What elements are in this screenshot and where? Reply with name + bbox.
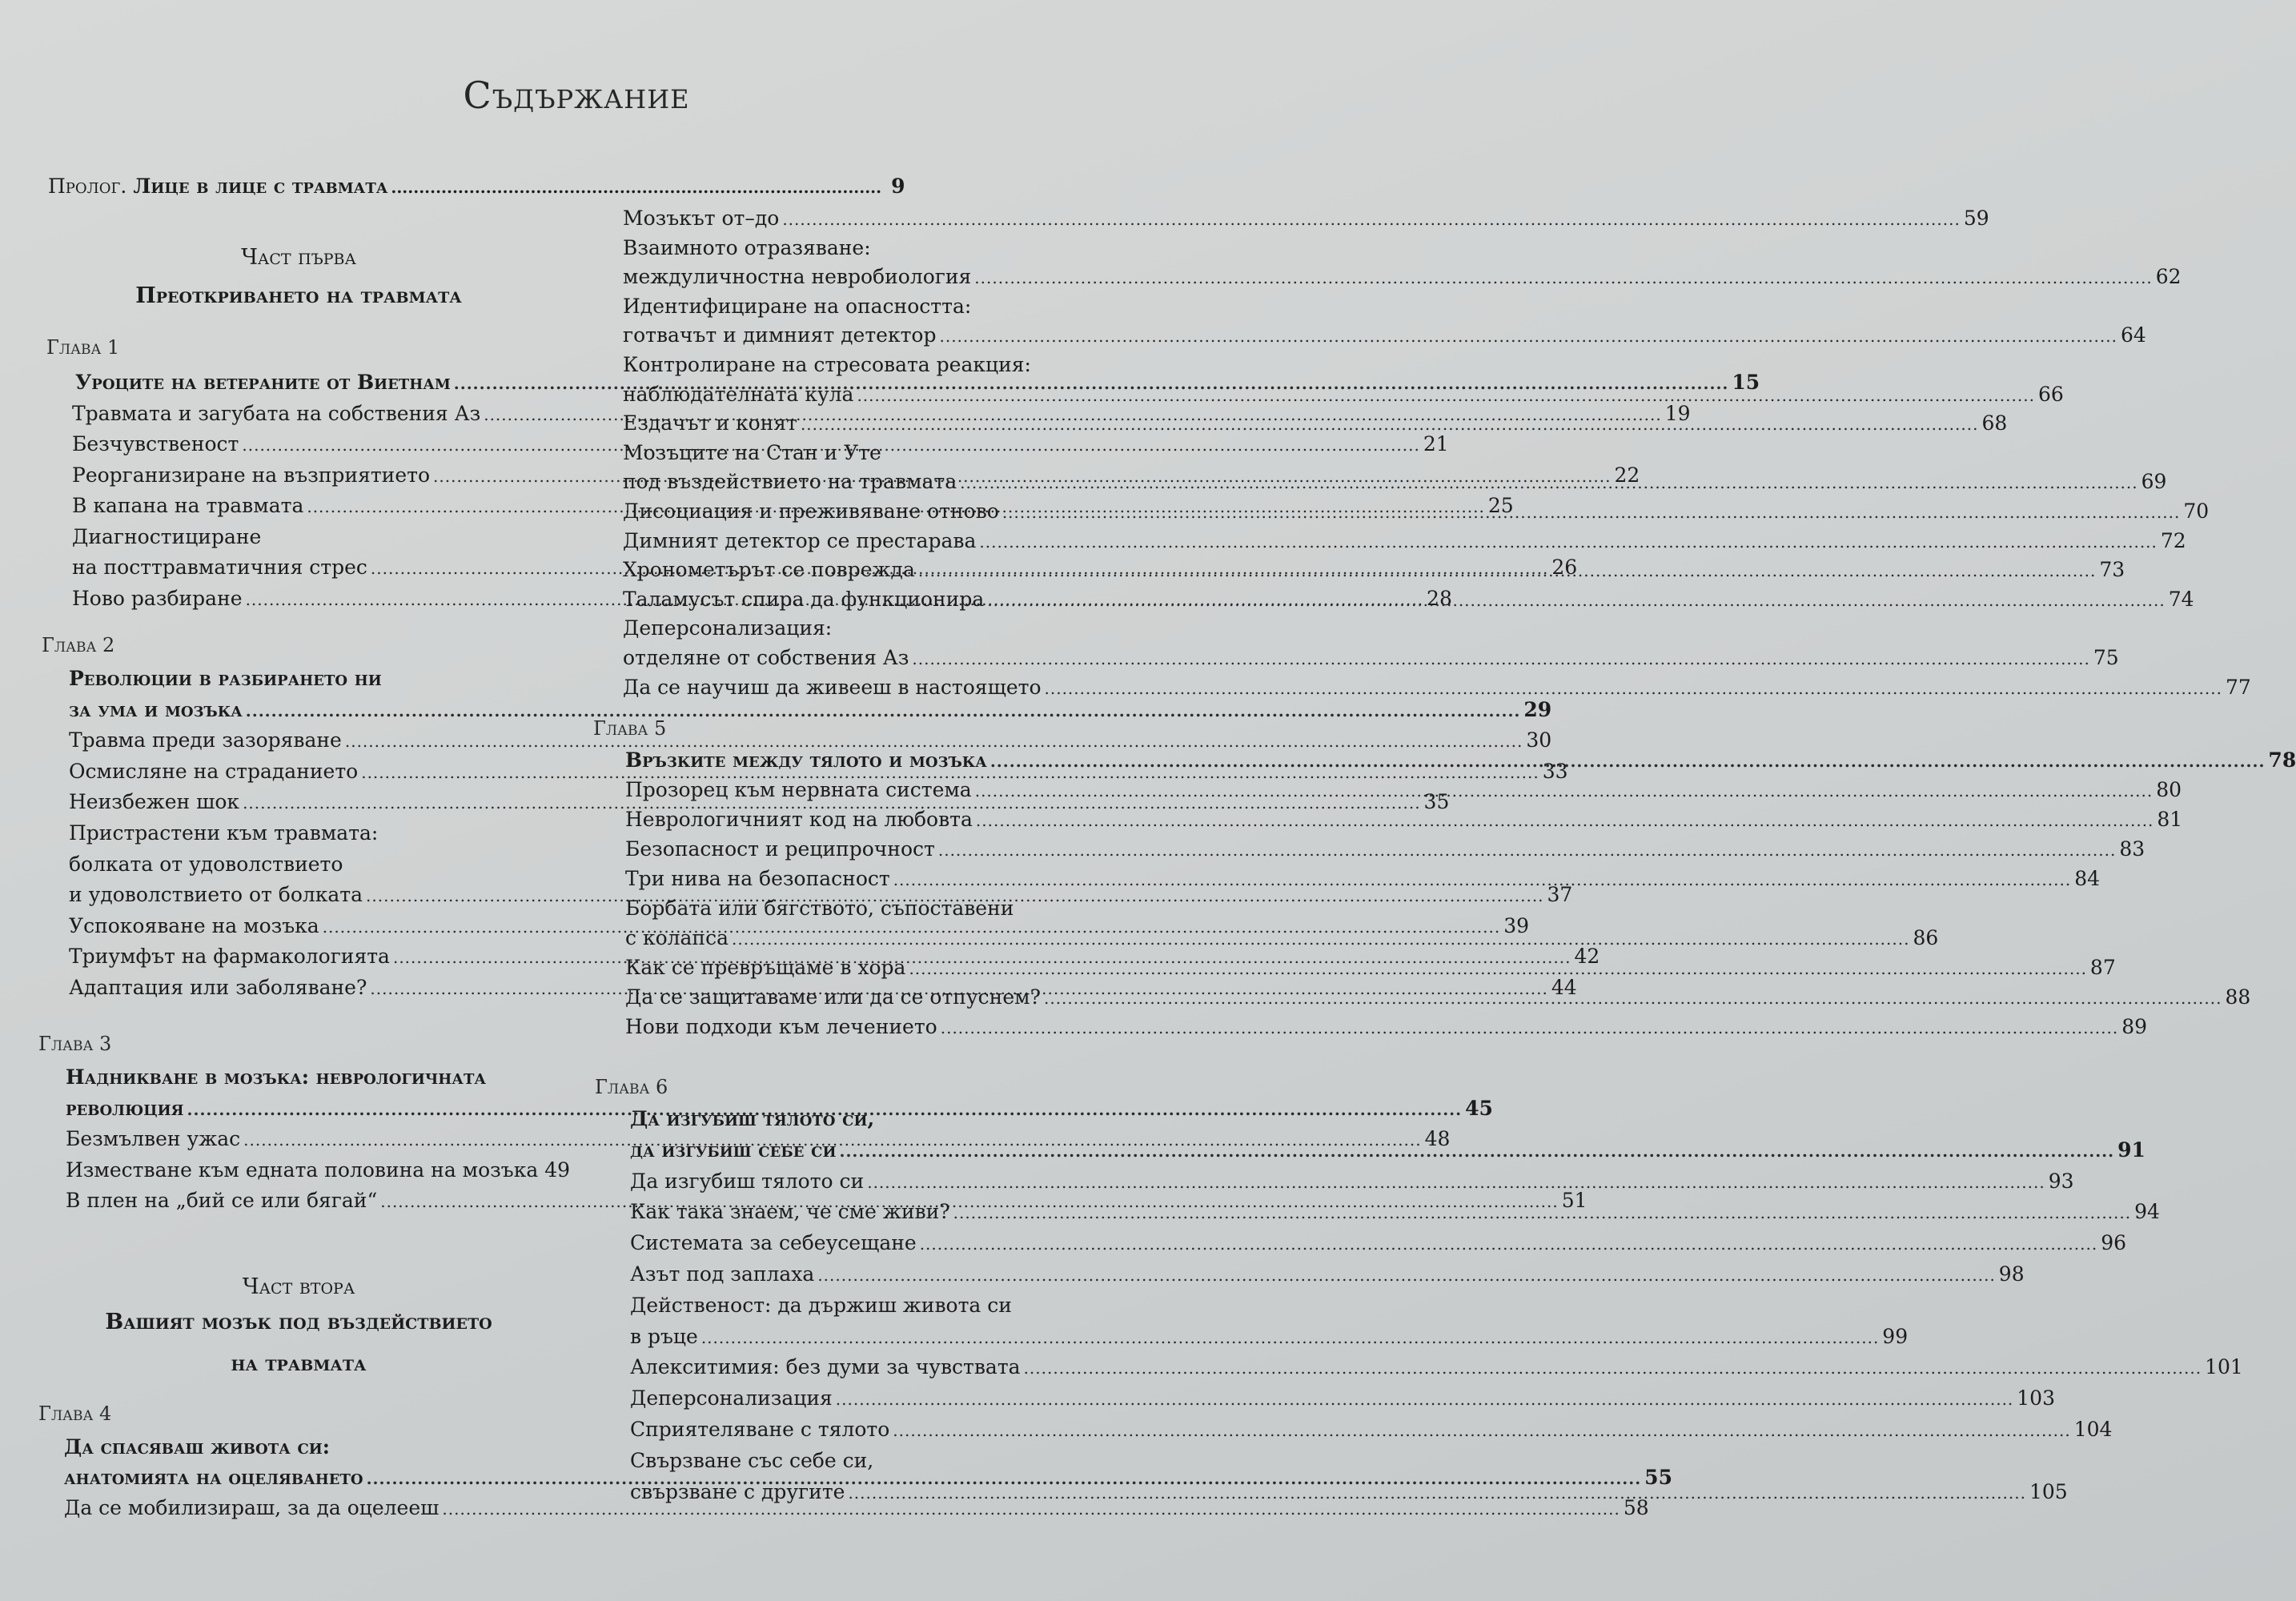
entry-title: и удоволствието от болката — [69, 883, 363, 907]
part-one-label: Част първа — [241, 245, 356, 270]
page-number: 25 — [1487, 494, 1514, 517]
page-number: 64 — [2120, 323, 2146, 347]
leader-dots — [974, 263, 2152, 292]
leader-dots — [939, 322, 2117, 351]
toc-entry: Свързване със себе си, — [630, 1448, 874, 1472]
page-number: 62 — [2155, 265, 2182, 289]
toc-entry: Идентифициране на опасността: — [623, 294, 972, 318]
entry-title: Безопасност и реципрочност — [625, 837, 935, 861]
leader-dots — [840, 1137, 2115, 1166]
page-number: 77 — [2225, 675, 2251, 699]
page-number: 33 — [1542, 759, 1568, 783]
page-number: 84 — [2074, 867, 2100, 890]
page-number: 99 — [1882, 1324, 1909, 1348]
entry-title: В капана на травмата — [72, 494, 304, 517]
page-number: 69 — [2141, 470, 2167, 494]
entry-title: Ново разбиране — [72, 586, 243, 610]
leader-dots — [1045, 674, 2222, 703]
leader-dots — [979, 528, 2157, 556]
entry-title: Да се научиш да живееш в настоящето — [623, 675, 1042, 699]
toc-prologue[interactable] — [48, 175, 905, 198]
entry-title: Хронометърът се поврежда — [623, 558, 915, 582]
page-number: 89 — [2121, 1015, 2148, 1038]
page-number: 35 — [1423, 790, 1450, 814]
leader-dots — [920, 1230, 2097, 1258]
entry-title: анатомията на оцеляването — [64, 1466, 363, 1489]
page-number: 39 — [1503, 913, 1529, 937]
page-number: 80 — [2156, 778, 2182, 801]
leader-dots — [975, 776, 2153, 805]
page-number: 73 — [2099, 558, 2125, 582]
chapter-2-label: Глава 2 — [42, 634, 115, 656]
leader-dots — [990, 747, 2266, 776]
leader-dots — [953, 1198, 2131, 1227]
page-number: 75 — [2093, 646, 2119, 669]
toc-entry[interactable] — [623, 644, 2119, 673]
prologue-label: Пролог. — [48, 175, 127, 198]
page-number: 49 — [544, 1158, 571, 1182]
toc-entry[interactable] — [625, 1013, 2148, 1042]
page-number: 88 — [2225, 985, 2251, 1009]
leader-dots — [1024, 1354, 2202, 1382]
toc-entry[interactable] — [623, 204, 1989, 234]
leader-dots — [782, 205, 1960, 234]
page-number: 105 — [2029, 1479, 2068, 1503]
leader-dots — [893, 865, 2071, 894]
chapter-6-label: Глава 6 — [595, 1076, 668, 1098]
entry-title: да изгубиш себе си — [630, 1138, 837, 1162]
entry-title: Таламусът спира да функционира — [623, 587, 985, 611]
entry-title: Прозорец към нервната система — [625, 778, 972, 801]
leader-dots — [909, 954, 2086, 983]
entry-title: В плен на „бий се или бягай“ — [66, 1189, 378, 1212]
chapter-5-label: Глава 5 — [593, 717, 667, 740]
entry-title: свързване с другите — [630, 1479, 845, 1503]
leader-dots — [1044, 984, 2222, 1013]
chapter-3-label: Глава 3 — [38, 1033, 112, 1055]
entry-title: на посттравматичния стрес — [72, 556, 367, 579]
chapter-title-line1: Да изгубиш тялото си, — [630, 1107, 875, 1130]
part-two-title-line2: на травмата — [231, 1351, 367, 1376]
toc-entry[interactable] — [630, 1260, 2025, 1290]
leader-dots — [960, 468, 2137, 497]
page-number: 81 — [2157, 808, 2183, 831]
entry-title: Безчувственост — [72, 432, 239, 455]
entry-title: Безмълвен ужас — [66, 1127, 241, 1150]
entry-title: наблюдателната кула — [623, 382, 854, 406]
entry-title: междуличностна невробиология — [623, 265, 972, 289]
leader-dots — [857, 381, 2034, 410]
entry-title: Дисоциация и преживяване отново — [623, 500, 999, 523]
page-title: Съдържание — [463, 74, 690, 117]
toc-entry: Контролиране на стресовата реакция: — [623, 353, 1031, 376]
toc-entry[interactable] — [64, 1494, 1649, 1523]
toc-entry[interactable] — [630, 1478, 2068, 1507]
entry-title: Мозъкът от–до — [623, 207, 780, 230]
page-number: 44 — [1551, 976, 1577, 999]
part-two-label: Част втора — [242, 1274, 355, 1299]
leader-dots — [817, 1261, 1995, 1290]
page-number: 19 — [1664, 401, 1691, 425]
leader-dots — [732, 925, 1909, 953]
toc-entry: Борбата или бягството, съпоставени — [625, 897, 1014, 920]
entry-title: Изместване към едната половина на мозъка — [66, 1158, 539, 1182]
toc-entry: Действеност: да държиш живота си — [630, 1293, 1012, 1317]
page-number: 21 — [1423, 432, 1449, 455]
entry-title: Успокояване на мозъка — [69, 913, 319, 937]
entry-title: Осмисляне на страданието — [69, 759, 359, 783]
entry-title: Да се защитаваме или да се отпуснем? — [625, 985, 1041, 1009]
page-number: 66 — [2037, 382, 2064, 406]
page-number: 58 — [1623, 1496, 1649, 1519]
chapter-4-label: Глава 4 — [38, 1402, 112, 1425]
page-number: 70 — [2183, 500, 2210, 523]
entry-title: Да се мобилизираш, за да оцелееш — [64, 1496, 440, 1519]
chapter-title-line1: Революции в разбирането ни — [69, 667, 382, 690]
entry-title: отделяне от собствения Аз — [623, 646, 909, 669]
toc-entry[interactable] — [630, 1167, 2074, 1197]
leader-dots — [912, 644, 2089, 673]
chapter-title-line1: Надникване в мозъка: неврологичната — [66, 1065, 487, 1089]
leader-dots — [701, 1323, 1879, 1352]
toc-entry[interactable] — [623, 263, 2182, 292]
entry-title: Травма преди зазоряване — [69, 728, 342, 752]
toc-entry[interactable] — [630, 1322, 1909, 1352]
entry-title: Травмата и загубата на собствения Аз — [72, 401, 481, 425]
entry-title: революция — [66, 1096, 184, 1120]
entry-title: в ръце — [630, 1324, 698, 1348]
entry-title: Триумфът на фармакологията — [69, 945, 390, 969]
page-number: 55 — [1644, 1466, 1672, 1489]
leader-dots — [1002, 498, 2180, 527]
toc-entry[interactable] — [630, 1353, 2243, 1382]
toc-entry[interactable] — [623, 321, 2146, 351]
entry-title: Неврологичният код на любовта — [625, 808, 973, 831]
page-number: 37 — [1547, 883, 1573, 907]
leader-dots — [836, 1385, 2013, 1414]
toc-entry: Деперсонализация: — [623, 616, 833, 640]
page-number: 103 — [2017, 1386, 2055, 1410]
entry-title: Три нива на безопасност — [625, 867, 890, 890]
page-number: 45 — [1465, 1096, 1493, 1120]
page-number: 30 — [1526, 728, 1552, 752]
page-number: 83 — [2119, 837, 2145, 861]
entry-title: Уроците на ветераните от Виетнам — [75, 371, 451, 394]
toc-entry[interactable] — [66, 1156, 571, 1186]
prologue-title: Лице в лице с травмата — [133, 175, 388, 198]
entry-title: Как така знаем, че сме живи? — [630, 1200, 950, 1224]
page-number: 48 — [1424, 1127, 1451, 1150]
entry-title: Алекситимия: без думи за чувствата — [630, 1355, 1021, 1379]
entry-title: с колапса — [625, 926, 729, 949]
toc-entry: Взаимното отразяване: — [623, 235, 871, 259]
toc-entry: Пристрастени към травмата: — [69, 821, 379, 845]
entry-title: Реорганизиране на възприятието — [72, 463, 431, 487]
entry-title: Сприятеляване с тялото — [630, 1418, 890, 1441]
entry-title: готвачът и димният детектор — [623, 323, 937, 347]
page-number: 15 — [1732, 371, 1760, 394]
page-number: 91 — [2117, 1138, 2145, 1162]
page-number: 87 — [2089, 956, 2116, 979]
leader-dots — [918, 556, 2096, 585]
leader-dots — [941, 1013, 2118, 1042]
page-number: 22 — [1614, 463, 1640, 487]
toc-entry: болката от удоволствието — [69, 852, 343, 876]
leader-dots — [801, 410, 1978, 439]
entry-title: Неизбежен шок — [69, 790, 240, 814]
leader-dots — [848, 1479, 2025, 1507]
toc-entry: Диагностициране — [72, 524, 262, 548]
entry-title: под въздействието на травмата — [623, 470, 957, 494]
leader-dots — [976, 806, 2154, 835]
leader-dots — [938, 836, 2116, 865]
toc-entry[interactable] — [625, 865, 2100, 894]
chapter-title-line1: Да спасяваш живота си: — [64, 1435, 331, 1459]
page-number: 86 — [1913, 926, 1939, 949]
chapter-1-label: Глава 1 — [46, 336, 120, 359]
page-number: 72 — [2160, 528, 2186, 552]
page-number: 59 — [1963, 207, 1989, 230]
page-number: 101 — [2205, 1355, 2243, 1379]
entry-title: Да изгубиш тялото си — [630, 1169, 865, 1193]
leader-dots — [893, 1416, 2070, 1445]
page-number: 104 — [2073, 1418, 2113, 1441]
toc-entry[interactable] — [625, 805, 2183, 835]
entry-title: Ездачът и конят — [623, 411, 797, 435]
entry-title: Димният детектор се престарава — [623, 528, 977, 552]
page-number: 29 — [1523, 697, 1552, 721]
toc-entry[interactable] — [623, 527, 2186, 556]
toc-entry[interactable] — [623, 673, 2251, 703]
page-number: 74 — [2168, 587, 2194, 611]
part-one-title: Преоткриването на травмата — [135, 283, 462, 308]
entry-title: Как се превръщаме в хора — [625, 956, 906, 979]
leader-dots — [867, 1168, 2045, 1197]
page-number: 98 — [1998, 1262, 2025, 1286]
page-number: 51 — [1561, 1189, 1588, 1212]
toc-entry: Мозъците на Стан и Уте — [623, 440, 881, 464]
leader-dots: ........................................................................................ — [391, 178, 882, 197]
page-number: 42 — [1574, 945, 1600, 969]
page-number: 28 — [1427, 586, 1452, 610]
page-number: 9 — [891, 175, 905, 198]
entry-title: Деперсонализация — [630, 1386, 833, 1410]
entry-title: Връзките между тялото и мозъка — [625, 748, 987, 772]
entry-title: Адаптация или заболяване? — [69, 976, 367, 999]
entry-title: за ума и мозъка — [69, 697, 243, 721]
page-number: 78 — [2268, 748, 2296, 772]
toc-entry[interactable] — [630, 1384, 2055, 1414]
page-number: 96 — [2101, 1231, 2126, 1255]
entry-title: Азът под заплаха — [630, 1262, 815, 1286]
entry-title: Системата за себеусещане — [630, 1231, 917, 1255]
leader-dots — [987, 586, 2165, 615]
toc-entry[interactable] — [630, 1415, 2113, 1445]
page-number: 94 — [2134, 1200, 2160, 1224]
chapter-title-line2[interactable] — [69, 696, 1552, 725]
page-number: 93 — [2048, 1169, 2074, 1193]
page-number: 26 — [1551, 556, 1578, 579]
toc-entry[interactable] — [630, 1229, 2126, 1258]
page-number: 68 — [1981, 411, 2008, 435]
entry-title: Нови подходи към лечението — [625, 1015, 937, 1038]
part-two-title-line1: Вашият мозък под въздействието — [105, 1310, 492, 1334]
toc-entry[interactable] — [625, 835, 2145, 865]
